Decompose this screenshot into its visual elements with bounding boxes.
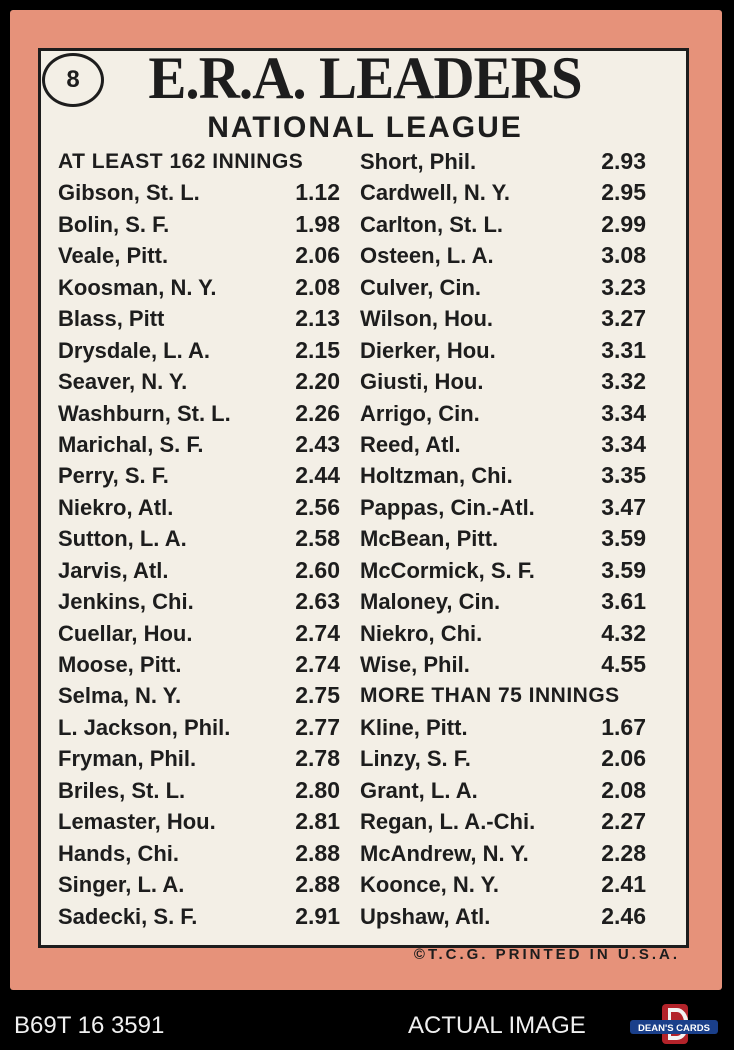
era-value: 2.20: [295, 368, 340, 395]
era-value: 2.80: [295, 776, 340, 803]
pitcher-name: Moose, Pitt.: [58, 652, 182, 677]
pitcher-name: Grant, L. A.: [360, 777, 478, 803]
era-value: 1.67: [601, 713, 646, 740]
leader-row: [360, 272, 646, 303]
leader-row: [58, 429, 340, 460]
pitcher-name: Niekro, Chi.: [360, 620, 483, 646]
era-value: 2.56: [295, 493, 340, 520]
leader-row: [360, 366, 646, 397]
section-header: [58, 146, 340, 177]
leader-row: [58, 618, 340, 649]
era-value: 3.08: [601, 242, 646, 269]
pitcher-name: McCormick, S. F.: [360, 557, 535, 583]
era-value: 1.12: [295, 179, 340, 206]
pitcher-name: Bolin, S. F.: [58, 211, 170, 237]
section-header-label: MORE THAN 75 INNINGS: [360, 684, 620, 708]
leader-row: [360, 806, 646, 837]
pitcher-name: Gibson, St. L.: [58, 180, 200, 206]
leader-row: [58, 586, 340, 617]
era-value: 2.75: [295, 682, 340, 709]
pitcher-name: Culver, Cin.: [360, 274, 482, 300]
era-value: 3.32: [601, 368, 646, 395]
era-value: 3.27: [601, 305, 646, 332]
era-value: 3.34: [601, 399, 646, 426]
era-value: 3.61: [601, 588, 646, 615]
leader-row: [360, 901, 646, 932]
card-title: E.R.A. LEADERS: [148, 45, 582, 111]
era-value: 3.59: [601, 556, 646, 583]
left-leaders-column: [58, 146, 340, 932]
pitcher-name: Dierker, Hou.: [360, 337, 496, 363]
pitcher-name: Kline, Pitt.: [360, 714, 468, 740]
pitcher-name: Perry, S. F.: [58, 463, 169, 489]
leader-row: [360, 209, 646, 240]
era-value: 3.23: [601, 273, 646, 300]
leader-row: [360, 586, 646, 617]
pitcher-name: Washburn, St. L.: [58, 400, 231, 426]
era-value: 4.32: [601, 619, 646, 646]
leader-row: [360, 492, 646, 523]
pitcher-name: Pappas, Cin.-Atl.: [360, 494, 535, 520]
era-value: 2.13: [295, 305, 340, 332]
pitcher-name: Carlton, St. L.: [360, 211, 503, 237]
era-value: 2.63: [295, 588, 340, 615]
pitcher-name: Maloney, Cin.: [360, 589, 501, 615]
pitcher-name: Giusti, Hou.: [360, 369, 484, 395]
right-leaders-column: [360, 146, 646, 932]
era-value: 2.99: [601, 210, 646, 237]
leader-row: [360, 712, 646, 743]
era-value: 4.55: [601, 651, 646, 677]
leader-row: [58, 649, 340, 680]
pitcher-name: Koonce, N. Y.: [360, 872, 499, 898]
era-value: 2.43: [295, 430, 340, 457]
card-number-badge: [42, 53, 104, 107]
era-value: 2.78: [295, 745, 340, 772]
leader-row: [58, 335, 340, 366]
section-header-label: AT LEAST 162 INNINGS: [58, 150, 304, 173]
leader-row: [58, 775, 340, 806]
copyright-line: ©T.C.G. PRINTED IN U.S.A.: [413, 946, 680, 963]
pitcher-name: Seaver, N. Y.: [58, 369, 188, 395]
era-value: 3.47: [601, 493, 646, 520]
era-value: 2.06: [601, 745, 646, 772]
pitcher-name: Veale, Pitt.: [58, 243, 169, 269]
era-value: 2.44: [295, 462, 340, 489]
leader-row: [360, 460, 646, 491]
actual-image-label: ACTUAL IMAGE: [408, 1012, 586, 1039]
leader-row: [360, 869, 646, 900]
leader-row: [58, 272, 340, 303]
leader-row: [58, 680, 340, 711]
leader-row: [360, 398, 646, 429]
pitcher-name: Selma, N. Y.: [58, 683, 182, 709]
pitcher-name: Sutton, L. A.: [58, 526, 187, 552]
era-value: 2.91: [295, 902, 340, 929]
pitcher-name: Lemaster, Hou.: [58, 809, 216, 835]
era-value: 2.88: [295, 871, 340, 898]
pitcher-name: Briles, St. L.: [58, 777, 186, 803]
era-value: 2.27: [601, 808, 646, 835]
leader-row: [360, 335, 646, 366]
leader-row: [360, 775, 646, 806]
era-value: 2.06: [295, 242, 340, 269]
leader-row: [58, 838, 340, 869]
leader-row: [360, 618, 646, 649]
leader-row: [58, 240, 340, 271]
pitcher-name: Koosman, N. Y.: [58, 274, 217, 300]
pitcher-name: Wise, Phil.: [360, 652, 470, 677]
leader-row: [360, 429, 646, 460]
leader-row: [360, 523, 646, 554]
pitcher-name: Linzy, S. F.: [360, 746, 471, 772]
pitcher-name: Blass, Pitt: [58, 306, 165, 332]
pitcher-name: Holtzman, Chi.: [360, 463, 513, 489]
pitcher-name: Cuellar, Hou.: [58, 620, 193, 646]
leader-row: [360, 303, 646, 334]
era-value: 2.95: [601, 179, 646, 206]
leader-row: [58, 901, 340, 932]
era-value: 3.59: [601, 525, 646, 552]
leader-row: [360, 649, 646, 680]
era-value: 2.93: [601, 148, 646, 174]
era-value: 2.08: [295, 273, 340, 300]
pitcher-name: Upshaw, Atl.: [360, 903, 491, 929]
leader-row: [58, 712, 340, 743]
era-value: 2.74: [295, 651, 340, 677]
pitcher-name: Hands, Chi.: [58, 840, 180, 866]
era-value: 2.88: [295, 839, 340, 866]
pitcher-name: McAndrew, N. Y.: [360, 840, 529, 866]
era-value: 2.41: [601, 871, 646, 898]
pitcher-name: Fryman, Phil.: [58, 746, 197, 772]
era-value: 2.58: [295, 525, 340, 552]
era-value: 2.26: [295, 399, 340, 426]
leader-row: [58, 806, 340, 837]
pitcher-name: Sadecki, S. F.: [58, 903, 198, 929]
leader-row: [58, 398, 340, 429]
leader-row: [360, 240, 646, 271]
leader-row: [58, 869, 340, 900]
pitcher-name: Short, Phil.: [360, 149, 477, 174]
pitcher-name: McBean, Pitt.: [360, 526, 499, 552]
era-value: 2.15: [295, 336, 340, 363]
era-value: 3.31: [601, 336, 646, 363]
pitcher-name: Marichal, S. F.: [58, 431, 204, 457]
leader-row: [360, 838, 646, 869]
era-value: 3.35: [601, 462, 646, 489]
pitcher-name: Drysdale, L. A.: [58, 337, 211, 363]
pitcher-name: Cardwell, N. Y.: [360, 180, 510, 206]
card-number: 8: [66, 66, 80, 93]
era-value: 2.77: [295, 713, 340, 740]
pitcher-name: L. Jackson, Phil.: [58, 714, 231, 740]
pitcher-name: Reed, Atl.: [360, 431, 461, 457]
era-value: 2.46: [601, 902, 646, 929]
leader-row: [58, 460, 340, 491]
era-value: 1.98: [295, 210, 340, 237]
leader-row: [58, 177, 340, 208]
leader-row: [360, 177, 646, 208]
era-value: 2.81: [295, 808, 340, 835]
section-header: [360, 680, 646, 711]
pitcher-name: Regan, L. A.-Chi.: [360, 809, 536, 835]
leader-row: [360, 555, 646, 586]
era-value: 2.08: [601, 776, 646, 803]
leader-row: [58, 555, 340, 586]
leader-row: [58, 366, 340, 397]
card-subtitle: NATIONAL LEAGUE: [207, 111, 523, 144]
pitcher-name: Niekro, Atl.: [58, 494, 174, 520]
era-value: 3.34: [601, 430, 646, 457]
leader-row: [360, 743, 646, 774]
leader-row: [58, 209, 340, 240]
pitcher-name: Arrigo, Cin.: [360, 400, 480, 426]
leader-row: [58, 303, 340, 334]
leader-row: [58, 492, 340, 523]
leader-row: [360, 146, 646, 177]
era-value: 2.60: [295, 556, 340, 583]
deans-cards-logo: [628, 1002, 720, 1046]
leader-row: [58, 523, 340, 554]
era-value: 2.28: [601, 839, 646, 866]
deans-cards-logo-text: DEAN'S CARDS: [638, 1023, 710, 1034]
pitcher-name: Jarvis, Atl.: [58, 557, 169, 583]
leader-row: [58, 743, 340, 774]
pitcher-name: Singer, L. A.: [58, 872, 185, 898]
pitcher-name: Jenkins, Chi.: [58, 589, 194, 615]
pitcher-name: Wilson, Hou.: [360, 306, 494, 332]
item-code: B69T 16 3591: [14, 1012, 165, 1039]
era-value: 2.74: [295, 619, 340, 646]
pitcher-name: Osteen, L. A.: [360, 243, 494, 269]
